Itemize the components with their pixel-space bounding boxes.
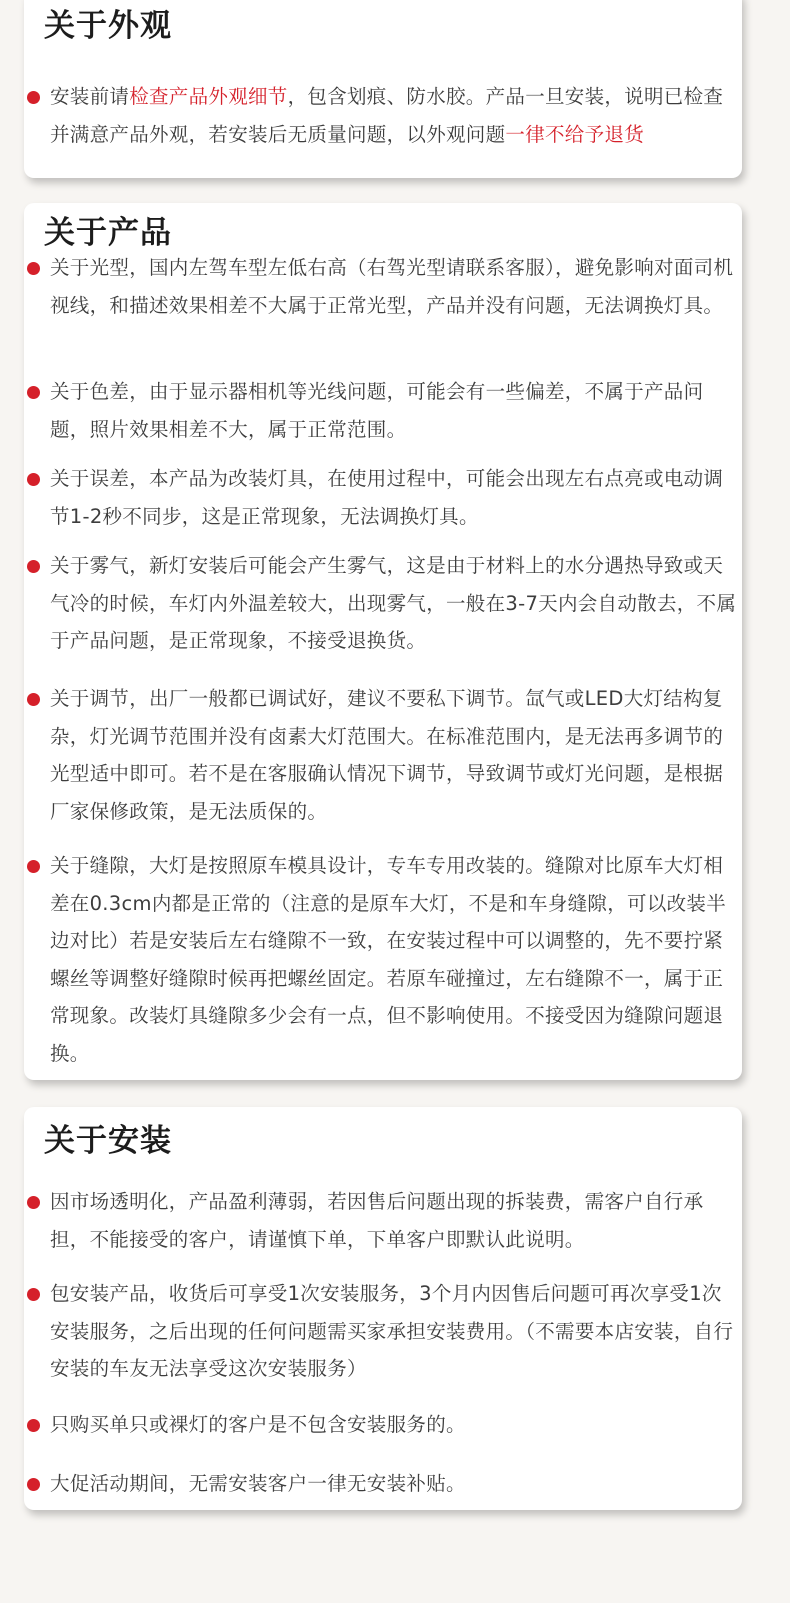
item-text-part: ，包含划痕、防水胶。产品一旦安装，说明已检查并满意产品外观，若安装后无质量问题，以外观问题 — [50, 85, 724, 146]
bullet-dot-icon — [27, 1478, 40, 1491]
bullet-dot-icon — [27, 262, 40, 275]
highlight-text: 检查产品外观细节 — [129, 85, 288, 108]
bullet-dot-icon — [27, 1288, 40, 1301]
item-text — [50, 78, 740, 153]
item-text: 关于调节，出厂一般都已调试好，建议不要私下调节。氙气或LED大灯结构复杂，灯光调节范围并没有卤素大灯范围大。在标准范围内，是无法再多调节的光型适中即可。若不是在客服确认情况下调节，导致调节或灯光问题，是根据厂家保修政策，是无法质保的。 — [50, 687, 724, 823]
highlight-text: 一律不给予退货 — [505, 122, 645, 146]
bullet-dot-icon — [27, 860, 40, 873]
section-appearance-card — [24, 0, 742, 178]
item-text: 关于雾气，新灯安装后可能会产生雾气，这是由于材料上的水分遇热导致或天气冷的时候，车灯内外温差较大，出现雾气，一般在3-7天内会自动散去，不属于产品问题，是正常现象，不接受退换货。 — [50, 554, 737, 652]
item-text: 关于光型，国内左驾车型左低右高（右驾光型请联系客服），避免影响对面司机视线，和描述效果相差不大属于正常光型，产品并没有问题，无法调换灯具。 — [50, 256, 734, 317]
bullet-dot-icon — [27, 1196, 40, 1209]
bullet-dot-icon — [27, 386, 40, 399]
section-installation-card — [24, 1107, 742, 1510]
bullet-dot-icon — [27, 1419, 40, 1432]
item-text: 只购买单只或裸灯的客户是不包含安装服务的。 — [50, 1413, 466, 1436]
bullet-dot-icon — [27, 91, 40, 104]
item-text-part: 安装前请 — [50, 85, 130, 108]
section-title: 关于安装 — [44, 1123, 172, 1159]
item-text: 关于色差，由于显示器相机等光线问题，可能会有一些偏差，不属于产品问题，照片效果相差不大，属于正常范围。 — [50, 380, 704, 441]
section-title: 关于外观 — [44, 8, 172, 44]
item-text: 因市场透明化，产品盈利薄弱，若因售后问题出现的拆装费，需客户自行承担，不能接受的客户，请谨慎下单，下单客户即默认此说明。 — [50, 1190, 704, 1251]
section-product-card — [24, 203, 742, 1080]
bullet-dot-icon — [27, 693, 40, 706]
bullet-dot-icon — [27, 473, 40, 486]
item-text: 包安装产品，收货后可享受1次安装服务，3个月内因售后问题可再次享受1次安装服务，之后出现的任何问题需买家承担安装费用。（不需要本店安装，自行安装的车友无法享受这次安装服务） — [50, 1282, 734, 1380]
section-title: 关于产品 — [44, 215, 172, 251]
item-text: 大促活动期间，无需安装客户一律无安装补贴。 — [50, 1472, 466, 1495]
item-text: 关于缝隙，大灯是按照原车模具设计，专车专用改装的。缝隙对比原车大灯相差在0.3cm内都是正常的（注意的是原车大灯，不是和车身缝隙，可以改装半边对比）若是安装后左右缝隙不一致，在安装过程中可以调整的，先不要拧紧螺丝等调整好缝隙时候再把螺丝固定。若原车碰撞过，左右缝隙不一，属于正常现象。改装灯具缝隙多少会有一点，但不影响使用。不接受因为缝隙问题退换。 — [50, 854, 727, 1065]
bullet-dot-icon — [27, 560, 40, 573]
item-text: 关于误差，本产品为改装灯具，在使用过程中，可能会出现左右点亮或电动调节1-2秒不同步，这是正常现象，无法调换灯具。 — [50, 467, 724, 528]
